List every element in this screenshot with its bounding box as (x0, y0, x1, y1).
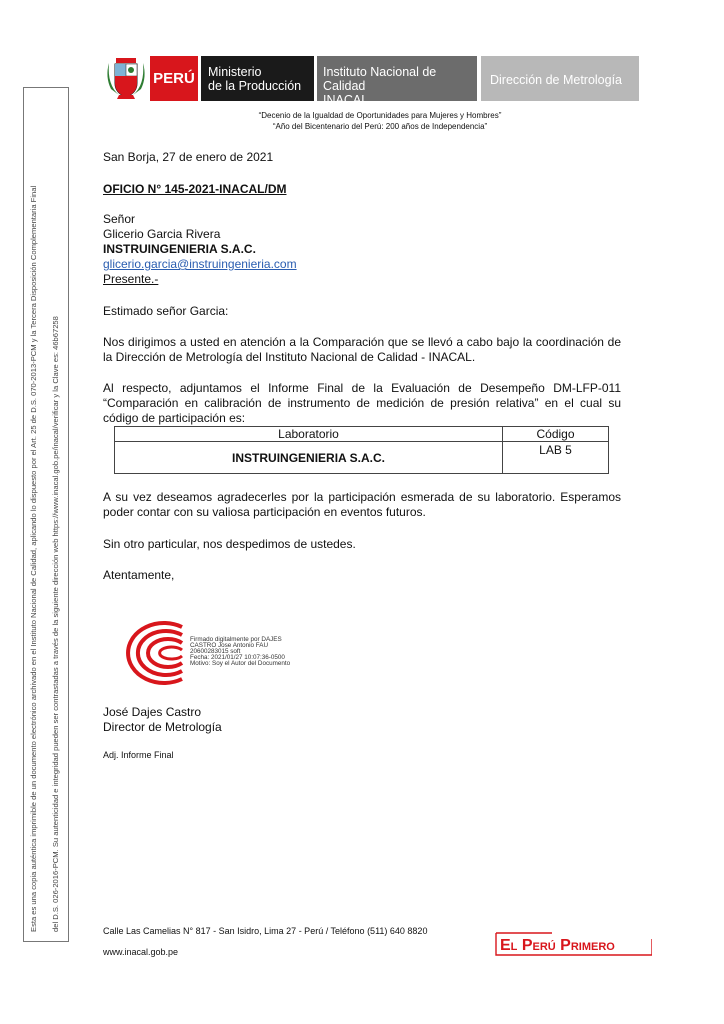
motto-line1: “Decenio de la Igualdad de Oportunidades para Mujeres y Hombres” (258, 111, 502, 120)
recipient-name: Glicerio Garcia Rivera (103, 227, 221, 241)
signer-title: Director de Metrología (103, 720, 222, 734)
signature-line2: CASTRO Jose Antonio FAU (190, 642, 269, 649)
institute-label (317, 56, 477, 107)
ministry-line1: Ministerio (208, 65, 262, 79)
side-note-line1: Esta es una copia auténtica imprimible de un documento electrónico archivado en el Instituto Nacional de Calidad, aplicando lo dispuesto por el Art. 25 de D.S. 070-2013-PCM y la Tercera Disposición Complementaria Final (29, 185, 38, 932)
recipient-email-link[interactable]: glicerio.garcia@instruingenieria.com (103, 257, 297, 271)
table-row (115, 442, 609, 474)
signature-line4: Fecha: 2021/01/27 10:07:36-0500 (190, 654, 285, 661)
ministry-label (201, 56, 314, 101)
paragraph-2: Al respecto, adjuntamos el Informe Final de la Evaluación de Desempeño DM-LFP-011 “Comparación en calibración de instrumento de medición de presión relativa” en el cual su código de participación es: (103, 381, 621, 425)
el-peru-primero-logo (494, 929, 652, 957)
closing: Atentamente, (103, 568, 175, 582)
peru-coat-of-arms-icon (103, 55, 149, 103)
slogan-text: El Perú Primero (500, 937, 615, 954)
institute-line2: INACAL (323, 93, 369, 107)
place-date: San Borja, 27 de enero de 2021 (103, 150, 274, 164)
signer-name: José Dajes Castro (103, 705, 202, 719)
greeting: Estimado señor Garcia: (103, 304, 229, 318)
signature-line3: 20600283015 soft (190, 648, 241, 655)
ministry-line2: de la Producción (208, 79, 302, 93)
attachment-note: Adj. Informe Final (103, 750, 174, 760)
salutation-title: Señor (103, 212, 136, 226)
footer-website[interactable]: www.inacal.gob.pe (103, 947, 179, 957)
table-cell-laboratory: INSTRUINGENIERIA S.A.C. (115, 442, 503, 474)
mottos (200, 111, 560, 132)
signature-line5: Motivo: Soy el Autor del Documento (190, 660, 291, 667)
table-cell-code: LAB 5 (503, 442, 609, 474)
participation-table (114, 426, 609, 474)
motto-line2: “Año del Bicentenario del Perú: 200 años de Independencia” (272, 121, 488, 131)
recipient-company: INSTRUINGENIERIA S.A.C. (103, 242, 256, 256)
side-note-line2: del D.S. 026-2016-PCM. Su autenticidad e integridad pueden ser contrastadas a través de la siguiente dirección web https://www.inacal.gob.pe/inacal/verificar y la Clave es: 46b67258 (51, 316, 60, 932)
paragraph-4: Sin otro particular, nos despedimos de ustedes. (103, 537, 356, 551)
table-header-row (115, 427, 609, 442)
table-header-code: Código (503, 427, 609, 442)
direction-label: Dirección de Metrología (481, 56, 639, 101)
institute-line1: Instituto Nacional de Calidad (323, 65, 437, 93)
table-header-laboratory: Laboratorio (115, 427, 503, 442)
paragraph-3: A su vez deseamos agradecerles por la participación esmerada de su laboratorio. Esperamos poder contar con su valiosa participación en eventos futuros. (103, 490, 621, 519)
footer-address: Calle Las Camelias N° 817 - San Isidro, Lima 27 - Perú / Teléfono (511) 640 8820 (103, 926, 428, 936)
inacal-signature-logo-icon (100, 619, 190, 687)
peru-label: PERÚ (150, 56, 198, 101)
paragraph-1: Nos dirigimos a usted en atención a la Comparación que se llevó a cabo bajo la coordinación de la Dirección de Metrología del Instituto Nacional de Calidad - INACAL. (103, 335, 621, 364)
presente-label: Presente.- (103, 272, 159, 286)
office-reference: OFICIO N° 145-2021-INACAL/DM (103, 182, 287, 196)
signature-line1: Firmado digitalmente por DAJES (190, 636, 282, 643)
